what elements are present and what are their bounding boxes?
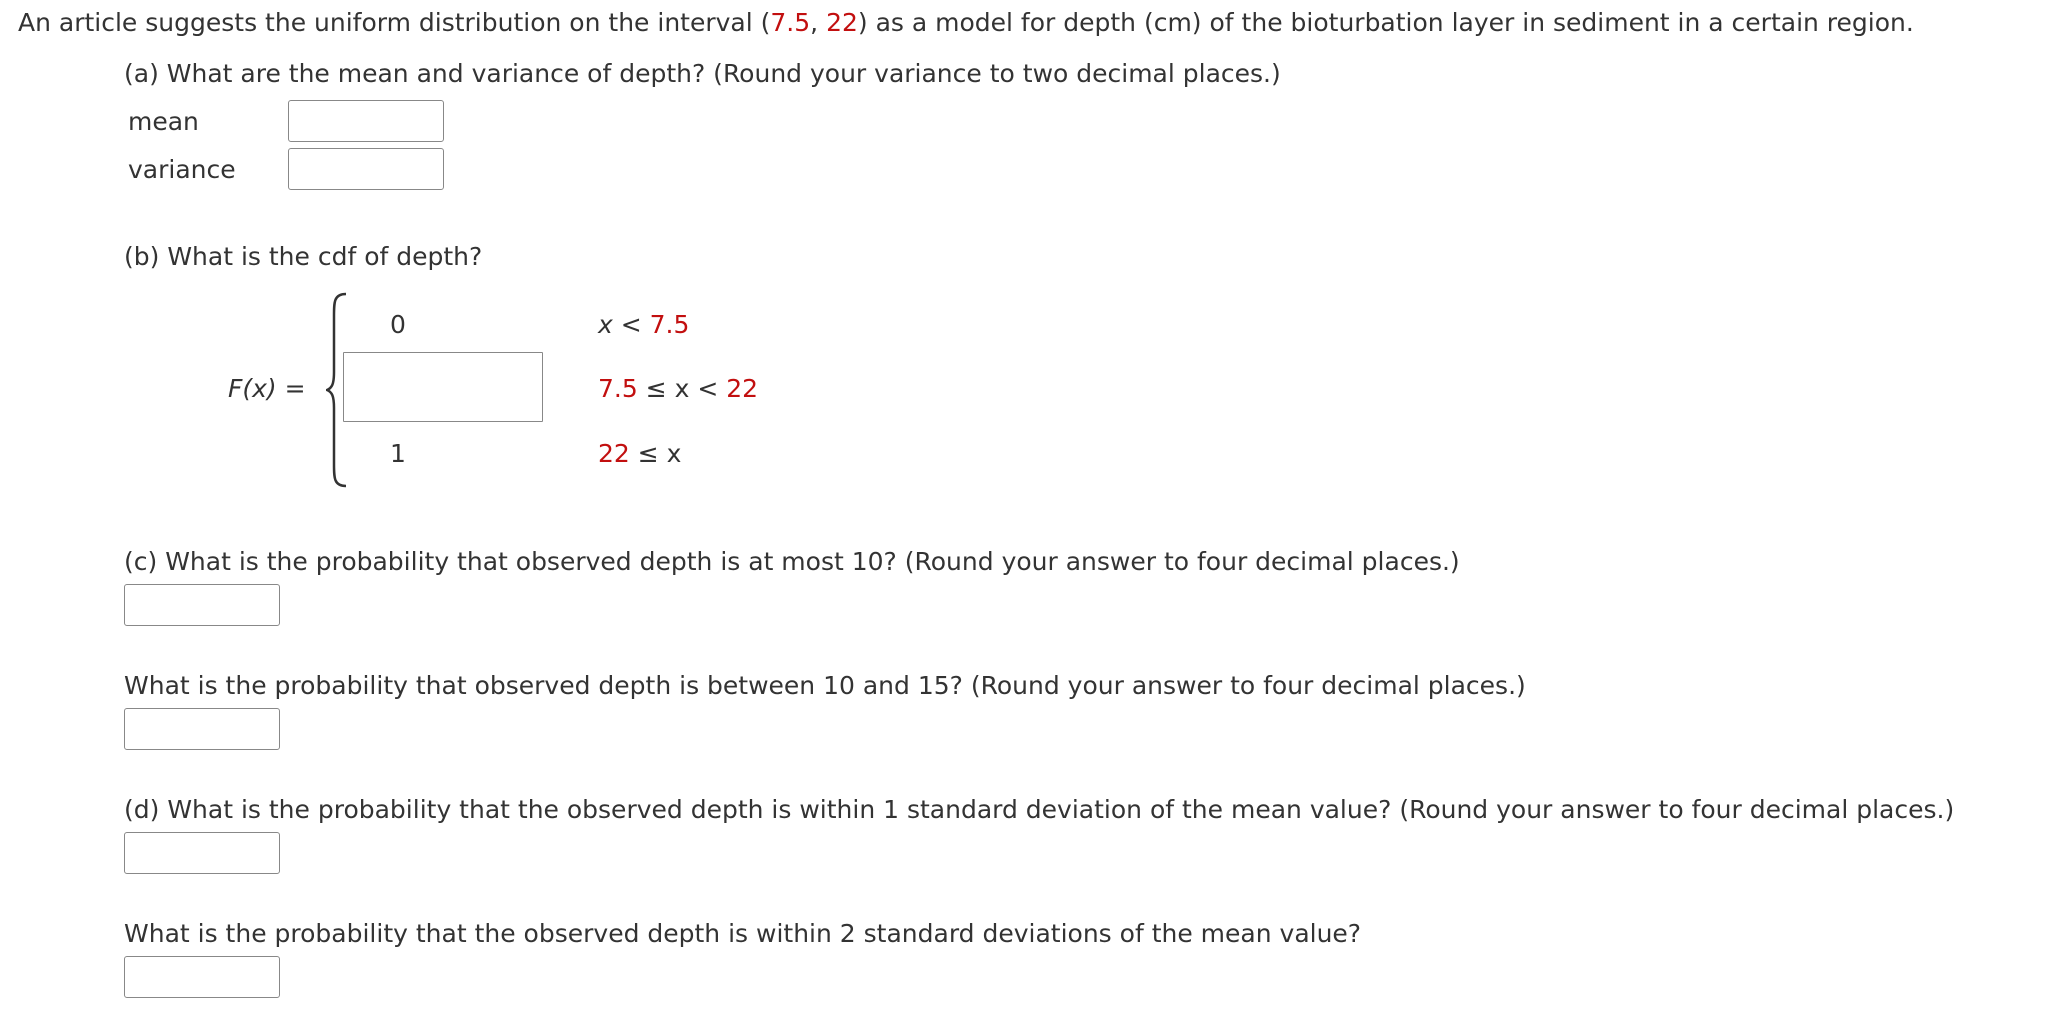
cdf-middle-input[interactable] bbox=[343, 352, 543, 422]
part-c-question: (c) What is the probability that observed depth is at most 10? (Round your answer to four decimal places.) bbox=[124, 547, 1460, 576]
cdf-row1-value: 0 bbox=[390, 310, 406, 339]
interval-upper-bound: 22 bbox=[826, 8, 858, 37]
cdf-row3-value: 1 bbox=[390, 439, 406, 468]
mean-input[interactable] bbox=[288, 100, 444, 142]
interval-lower-bound: 7.5 bbox=[770, 8, 811, 37]
cdf-row1-condition: x < 7.5 bbox=[598, 310, 690, 339]
prob-between-10-15-input[interactable] bbox=[124, 708, 280, 750]
part-a-question: (a) What are the mean and variance of depth? (Round your variance to two decimal places.) bbox=[124, 59, 1281, 88]
prob-within-2sd-input[interactable] bbox=[124, 956, 280, 998]
cdf-row2-condition: 7.5 ≤ x < 22 bbox=[598, 374, 759, 403]
part-c-question-2: What is the probability that observed depth is between 10 and 15? (Round your answer to four decimal places.) bbox=[124, 671, 1526, 700]
variance-label: variance bbox=[128, 155, 236, 184]
variance-input[interactable] bbox=[288, 148, 444, 190]
prob-at-most-10-input[interactable] bbox=[124, 584, 280, 626]
mean-label: mean bbox=[128, 107, 199, 136]
cdf-lhs: F(x) = bbox=[228, 374, 306, 403]
part-d-question-2: What is the probability that the observed depth is within 2 standard deviations of the mean value? bbox=[124, 919, 1362, 948]
prob-within-1sd-input[interactable] bbox=[124, 832, 280, 874]
cdf-row3-condition: 22 ≤ x bbox=[598, 439, 682, 468]
problem-statement: An article suggests the uniform distribution on the interval (7.5, 22) as a model for depth (cm) of the bioturbation layer in sediment in a certain region. bbox=[18, 8, 1914, 37]
part-d-question: (d) What is the probability that the observed depth is within 1 standard deviation of the mean value? (Round your answer to four decimal places.) bbox=[124, 795, 1955, 824]
part-b-question: (b) What is the cdf of depth? bbox=[124, 242, 483, 271]
